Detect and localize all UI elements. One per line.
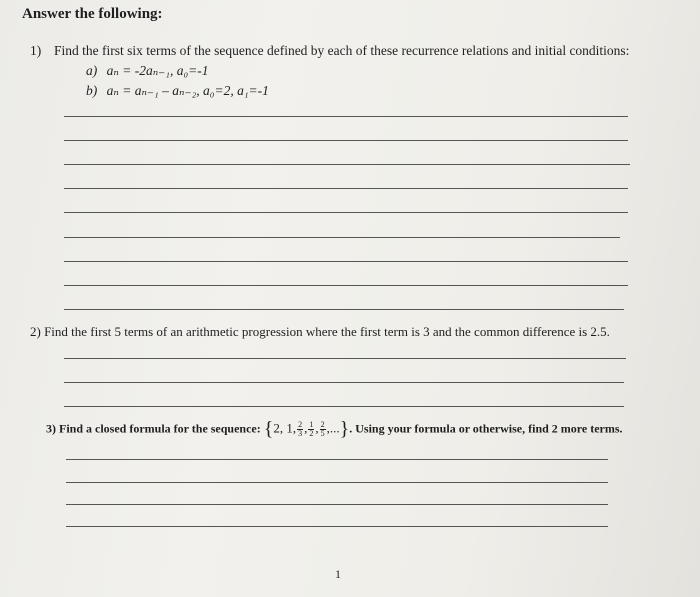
q3-sequence: {2, 1, $\frac{2}{3}$ , $\frac{1}{2}$ , $\frac{2}{5}$ ,...} [263,418,350,440]
q1-text: Find the first six terms of the sequence defined by each of these recurrence relations and initial conditions: [54,43,630,58]
q2-text: 2) Find the first 5 terms of an arithmetic progression where the first term is 3 and the common difference is 2.5. [30,324,610,339]
q3-fraction-3 [320,421,326,438]
answer-line [66,504,608,505]
frac-denominator: 3 [298,429,303,438]
answer-line [64,261,628,262]
q1-part-a-text: aₙ = -2aₙ₋₁, a₀=-1 [106,63,209,78]
answer-line [64,140,628,141]
q1-part-a-label: a) [86,63,98,78]
q1-part-b [86,83,269,99]
answer-line [64,164,630,165]
answer-line [64,116,628,117]
q1-number: 1) [30,43,42,58]
q3-text-before: 3) Find a closed formula for the sequence: [46,421,264,436]
answer-line [66,482,608,483]
q3-fraction-1 [297,421,303,438]
answer-line [64,382,624,383]
frac-numerator: 1 [309,420,314,429]
q3-brace-open: { [263,418,274,440]
answer-line [64,188,628,189]
answer-line [64,237,620,238]
answer-line [64,358,626,359]
q3-text-after: . Using your formula or otherwise, find 2 more terms. [349,421,623,436]
worksheet-heading: Answer the following: [22,6,163,22]
frac-numerator: 2 [320,420,325,429]
answer-line [66,526,608,527]
q3-fraction-2 [308,421,314,438]
q3-seq-end: ,... [326,420,340,436]
frac-denominator: 5 [320,429,325,438]
page-number: 1 [335,567,341,581]
frac-denominator: 2 [309,429,314,438]
q1-part-b-text: aₙ = aₙ₋₁ – aₙ₋₂, a₀=2, a₁=-1 [106,83,269,98]
answer-line [64,406,624,407]
answer-line [64,285,628,286]
q3-brace-close: } [339,418,350,440]
q3-seq-start: 2, 1, [273,420,297,436]
answer-line [64,309,624,310]
q3-text [46,418,623,441]
answer-line [64,212,628,213]
q1-part-a [86,63,209,79]
answer-line [66,459,608,460]
frac-numerator: 2 [298,420,303,429]
q1-part-b-label: b) [86,83,98,98]
